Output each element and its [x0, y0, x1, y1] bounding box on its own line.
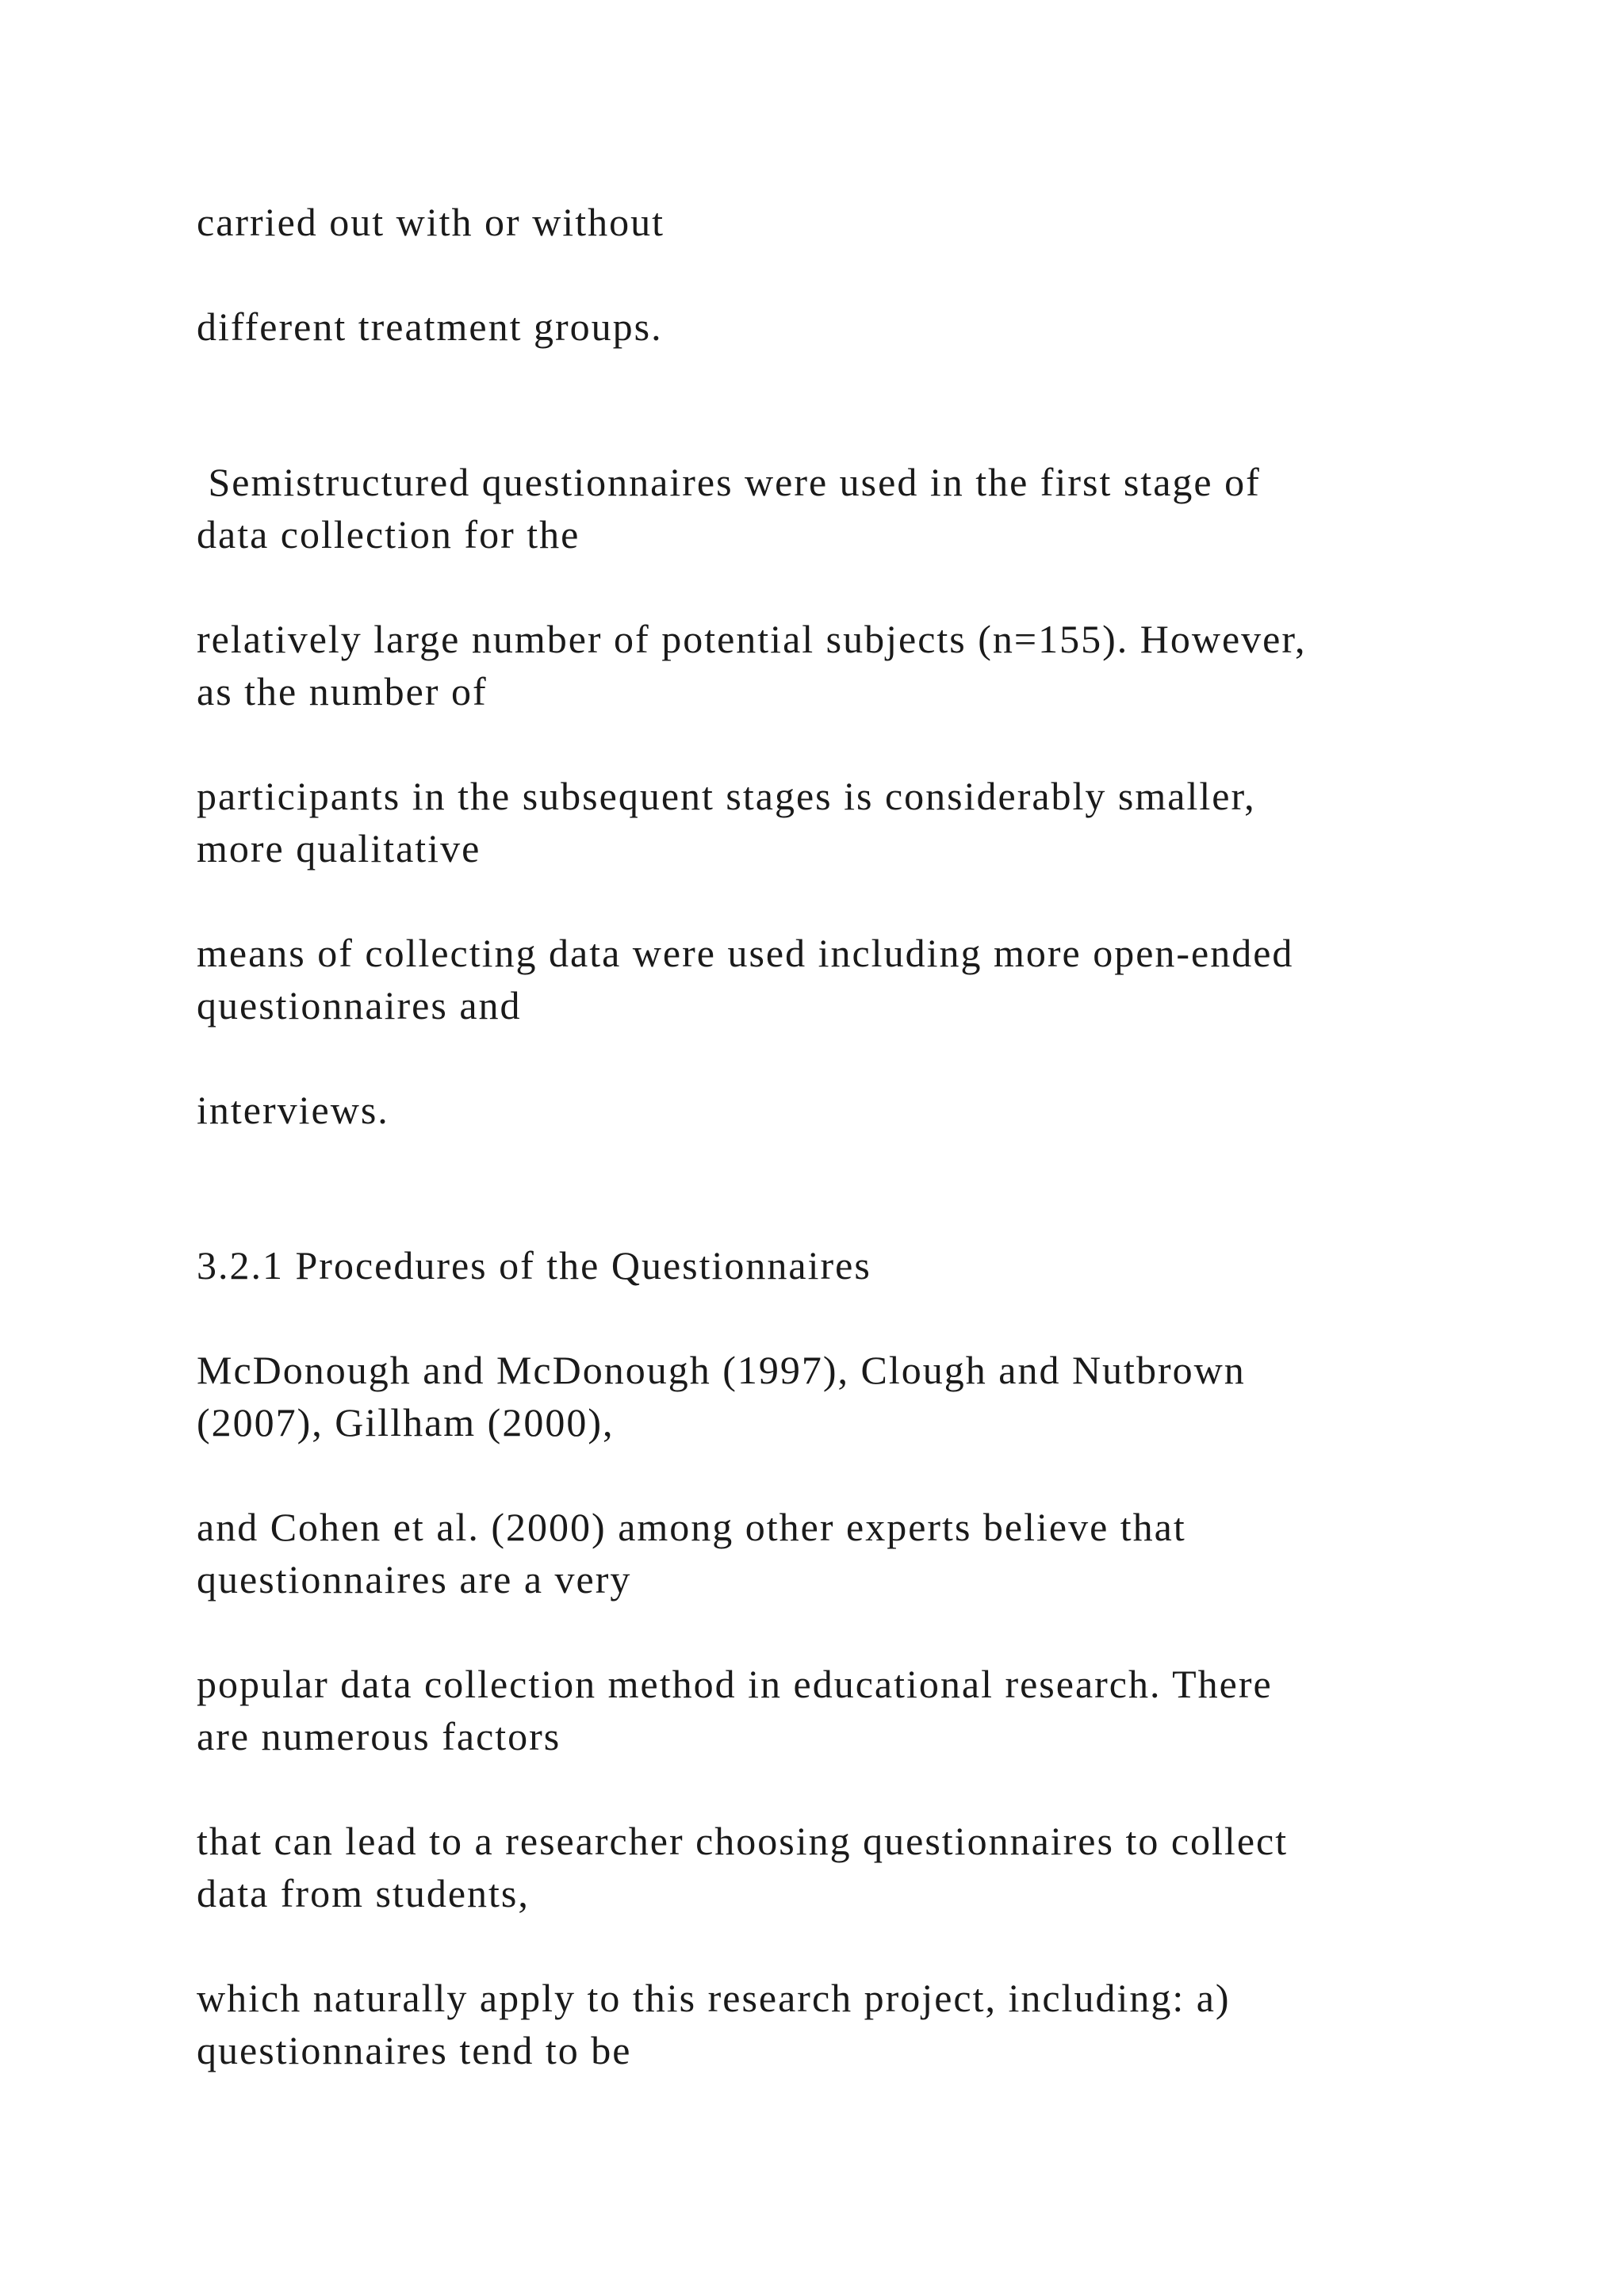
- text-line: and Cohen et al. (2000) among other experts believe that: [197, 1505, 1186, 1549]
- text-line: Semistructured questionnaires were used in the first stage of: [197, 460, 1261, 504]
- section-heading: 3.2.1 Procedures of the Questionnaires: [197, 1243, 871, 1288]
- text-line: questionnaires are a very: [197, 1557, 632, 1601]
- text-line: questionnaires and: [197, 983, 522, 1027]
- text-line: interviews.: [197, 1088, 389, 1132]
- text-line: popular data collection method in educational research. There: [197, 1662, 1273, 1706]
- text-line: participants in the subsequent stages is considerably smaller,: [197, 774, 1256, 818]
- text-line: carried out with or without: [197, 200, 665, 244]
- text-line: data collection for the: [197, 512, 580, 557]
- text-line: as the number of: [197, 669, 488, 714]
- text-line: which naturally apply to this research project, including: a): [197, 1976, 1231, 2020]
- text-line: McDonough and McDonough (1997), Clough and Nutbrown: [197, 1348, 1246, 1392]
- text-line: data from students,: [197, 1871, 530, 1915]
- text-line: different treatment groups.: [197, 304, 663, 349]
- text-line: more qualitative: [197, 826, 481, 871]
- text-line: relatively large number of potential subjects (n=155). However,: [197, 617, 1307, 661]
- text-line: means of collecting data were used including more open-ended: [197, 931, 1294, 975]
- text-line: are numerous factors: [197, 1714, 561, 1758]
- text-line: questionnaires tend to be: [197, 2028, 632, 2072]
- text-line: (2007), Gillham (2000),: [197, 1400, 615, 1445]
- text-line: that can lead to a researcher choosing questionnaires to collect: [197, 1819, 1289, 1863]
